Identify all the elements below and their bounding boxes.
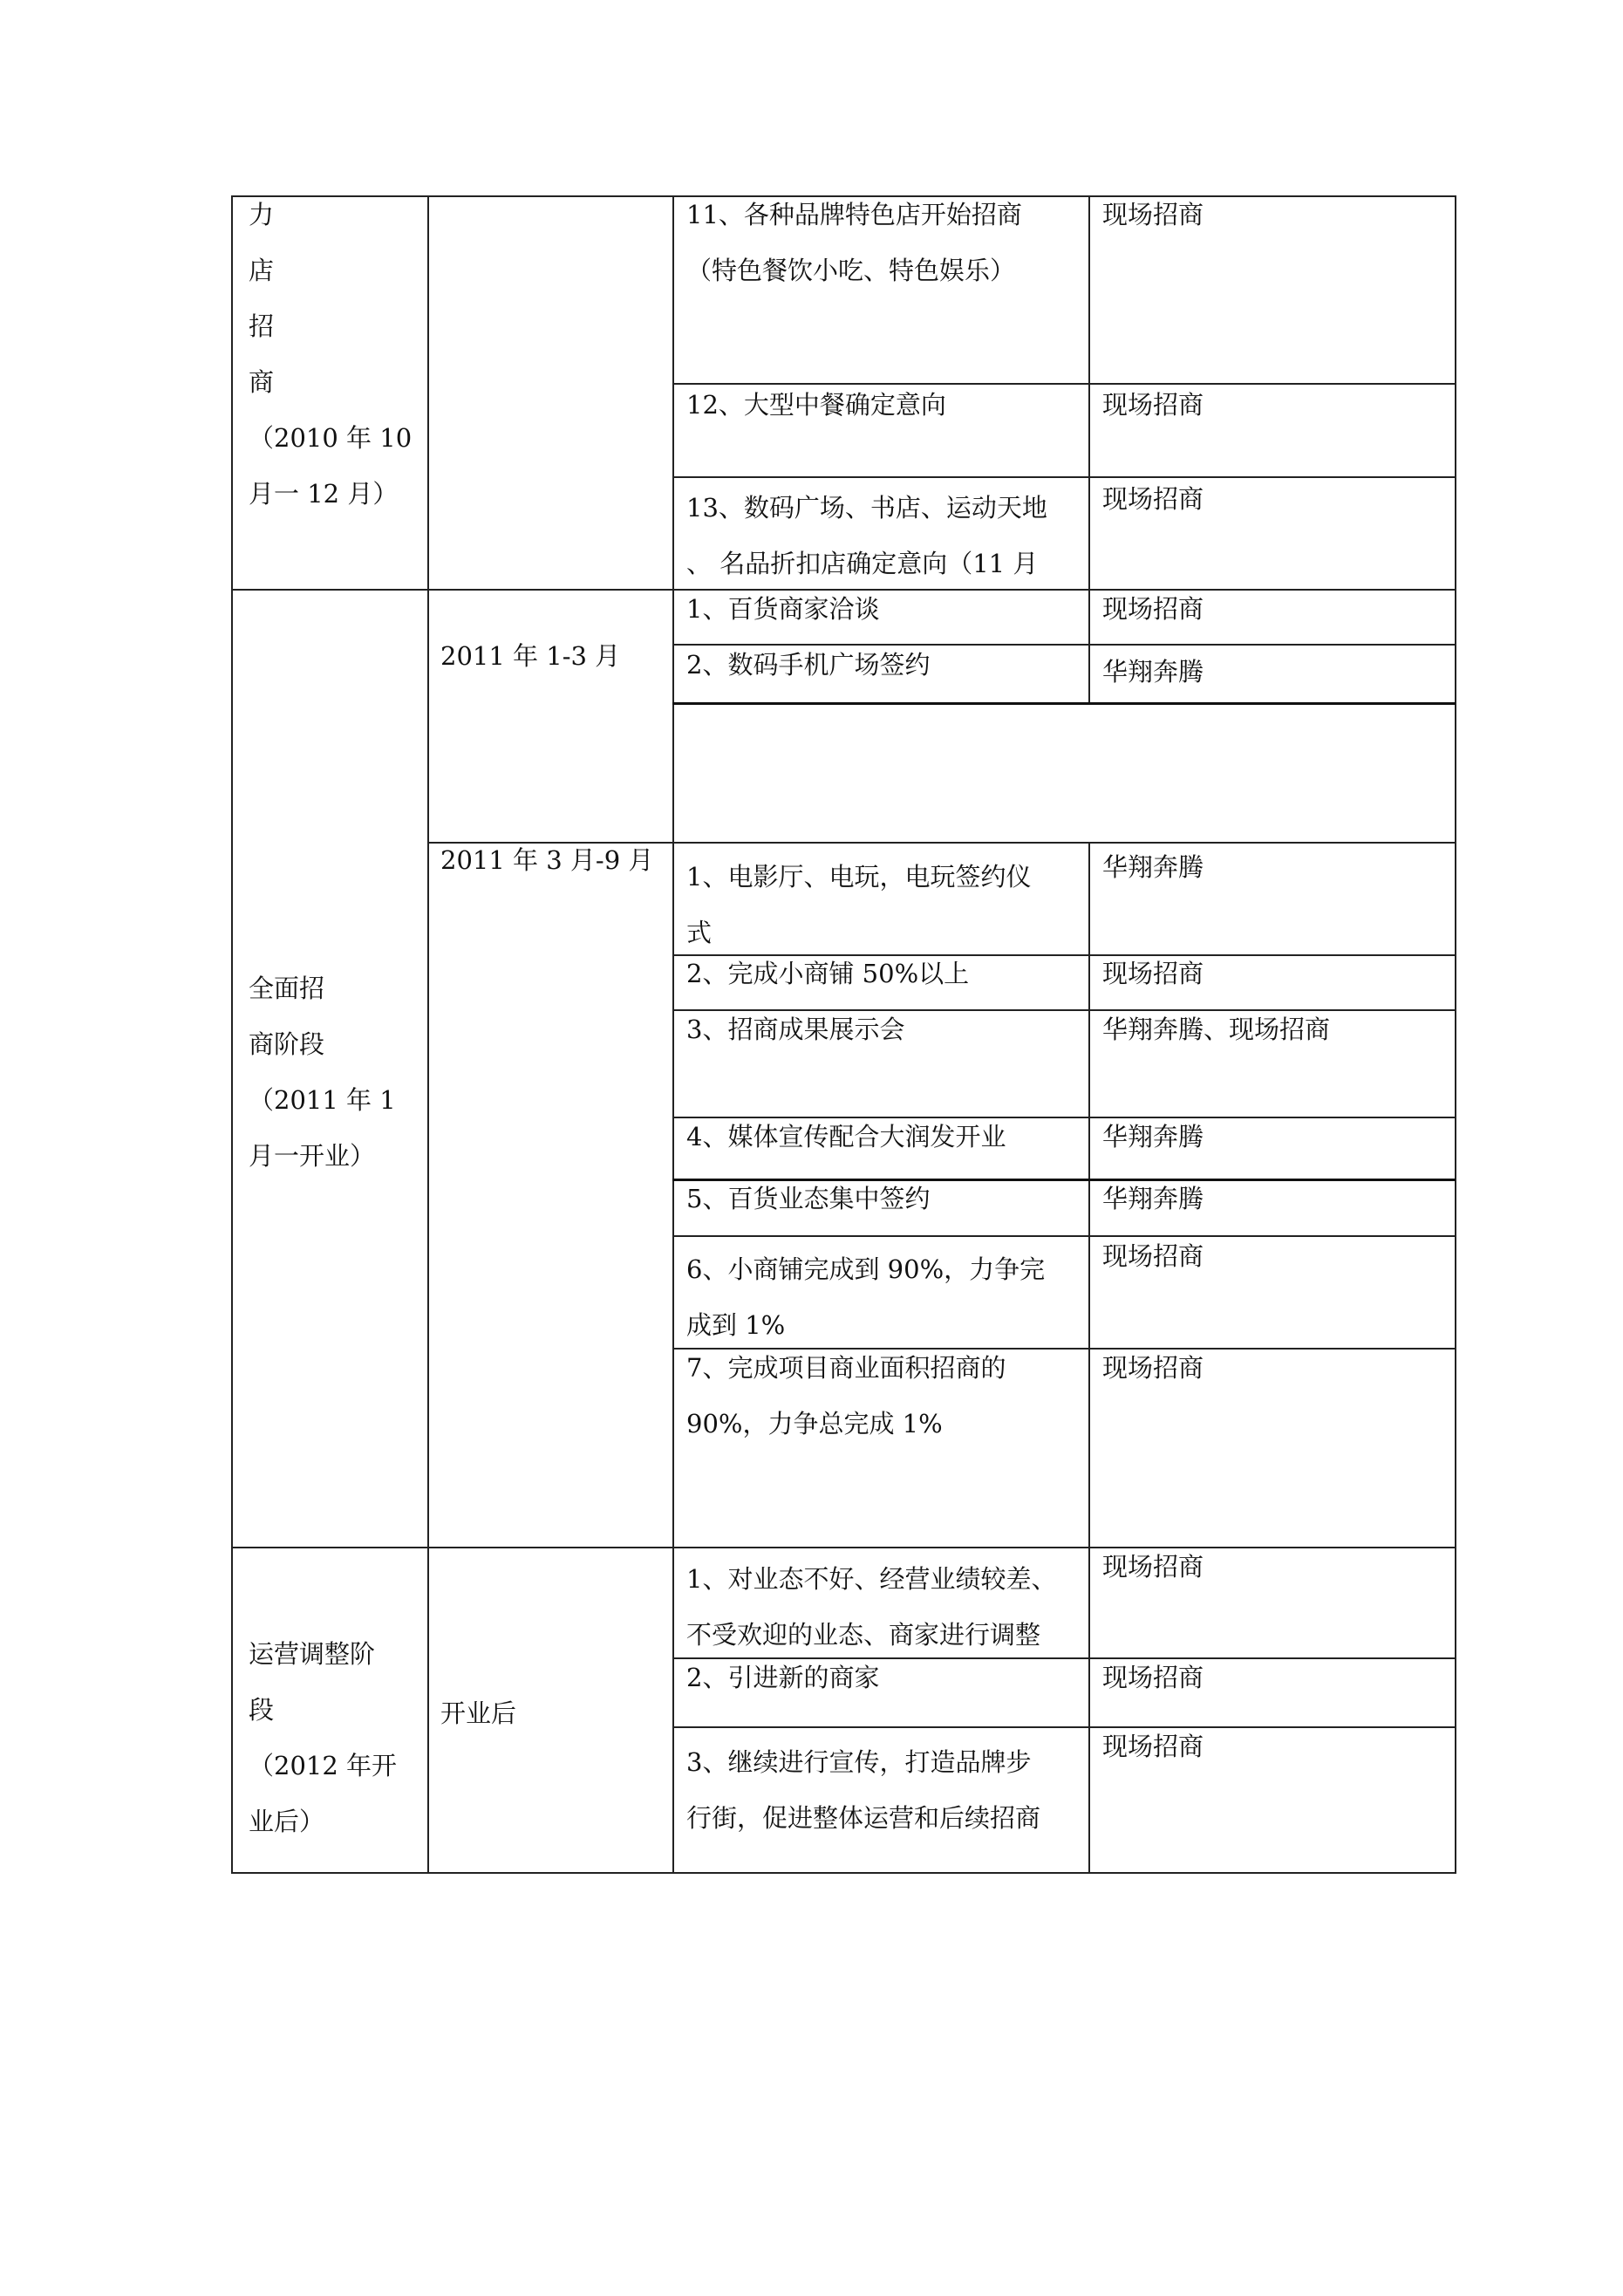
task-content: 13、数码广场、书店、运动天地 xyxy=(686,493,1047,523)
stage-label: （2011 年 1 xyxy=(249,1085,396,1115)
stage-label: （2012 年开 xyxy=(249,1751,398,1780)
task-content: 3、招商成果展示会 xyxy=(686,1015,905,1044)
column-divider-period xyxy=(427,195,429,1874)
task-content: 5、百货业态集中签约 xyxy=(686,1184,931,1213)
stage-label: 商 xyxy=(249,367,275,397)
task-owner: 现场招商 xyxy=(1102,484,1204,514)
task-content: 行街，促进整体运营和后续招商 xyxy=(686,1803,1041,1833)
task-content: 1、电影厅、电玩，电玩签约仪 xyxy=(686,862,1032,892)
task-content: 2、数码手机广场签约 xyxy=(686,650,931,680)
stage-label: 商阶段 xyxy=(249,1029,325,1059)
task-owner: 现场招商 xyxy=(1102,594,1204,624)
table-rule xyxy=(672,1657,1456,1659)
task-content: 成到 1% xyxy=(686,1310,786,1340)
table-rule xyxy=(672,1348,1456,1350)
table-bottom-border xyxy=(231,1872,1456,1874)
task-owner: 现场招商 xyxy=(1102,200,1204,229)
task-content: 1、对业态不好、经营业绩较差、 xyxy=(686,1564,1057,1594)
task-content: 3、继续进行宣传，打造品牌步 xyxy=(686,1747,1032,1777)
task-content: 7、完成项目商业面积招商的 xyxy=(686,1353,1006,1383)
stage-label: 全面招 xyxy=(249,974,325,1003)
column-divider-owner xyxy=(1088,195,1090,704)
period-label: 2011 年 1-3 月 xyxy=(440,641,621,671)
task-owner: 华翔奔腾 xyxy=(1102,852,1204,882)
period-label: 开业后 xyxy=(440,1698,517,1728)
table-right-border xyxy=(1455,195,1456,1874)
table-rule xyxy=(672,1235,1456,1237)
task-content: 12、大型中餐确定意向 xyxy=(686,390,946,420)
task-content: 、 名品折扣店确定意向（11 月 xyxy=(686,549,1039,578)
task-content: 90%，力争总完成 1% xyxy=(686,1409,943,1438)
table-rule xyxy=(672,1009,1456,1011)
table-rule xyxy=(672,1726,1456,1728)
stage-label: 月一 12 月） xyxy=(249,479,399,509)
task-content: 不受欢迎的业态、商家进行调整 xyxy=(686,1620,1041,1650)
stage-label: 力 xyxy=(249,200,275,229)
stage-label: 招 xyxy=(249,311,275,341)
table-rule xyxy=(672,476,1456,478)
row-border xyxy=(231,1547,1456,1548)
stage-label: 段 xyxy=(249,1695,275,1725)
task-content: 2、完成小商铺 50%以上 xyxy=(686,959,970,988)
task-owner: 现场招商 xyxy=(1102,1663,1204,1692)
task-owner: 华翔奔腾 xyxy=(1102,1184,1204,1213)
table-rule xyxy=(672,702,1456,705)
table-rule xyxy=(672,1117,1456,1118)
column-divider-content xyxy=(672,195,674,1874)
task-owner: 华翔奔腾 xyxy=(1102,1122,1204,1151)
task-owner: 华翔奔腾、现场招商 xyxy=(1102,1015,1331,1044)
task-content: 式 xyxy=(686,918,713,947)
column-divider-owner xyxy=(1088,843,1090,1874)
task-owner: 现场招商 xyxy=(1102,390,1204,420)
stage-label: 业后） xyxy=(249,1807,325,1836)
stage-label: 运营调整阶 xyxy=(249,1639,376,1669)
row-border xyxy=(231,589,1456,591)
task-owner: 现场招商 xyxy=(1102,959,1204,988)
stage-label: 店 xyxy=(249,256,275,285)
table-rule xyxy=(672,383,1456,385)
task-owner: 现场招商 xyxy=(1102,1241,1204,1271)
task-content: 2、引进新的商家 xyxy=(686,1663,880,1692)
task-owner: 华翔奔腾 xyxy=(1102,657,1204,687)
task-content: 6、小商铺完成到 90%，力争完 xyxy=(686,1254,1046,1284)
table-rule xyxy=(672,644,1456,646)
task-owner: 现场招商 xyxy=(1102,1552,1204,1582)
task-owner: 现场招商 xyxy=(1102,1732,1204,1761)
stage-label: 月一开业） xyxy=(249,1141,376,1171)
period-label: 2011 年 3 月-9 月 xyxy=(440,845,654,875)
task-content: 1、百货商家洽谈 xyxy=(686,594,880,624)
table-left-border xyxy=(231,195,233,1874)
stage-label: （2010 年 10 xyxy=(249,423,413,453)
task-content: （特色餐饮小吃、特色娱乐） xyxy=(686,256,1016,285)
task-content: 11、各种品牌特色店开始招商 xyxy=(686,200,1022,229)
task-owner: 现场招商 xyxy=(1102,1353,1204,1383)
task-content: 4、媒体宣传配合大润发开业 xyxy=(686,1122,1006,1151)
